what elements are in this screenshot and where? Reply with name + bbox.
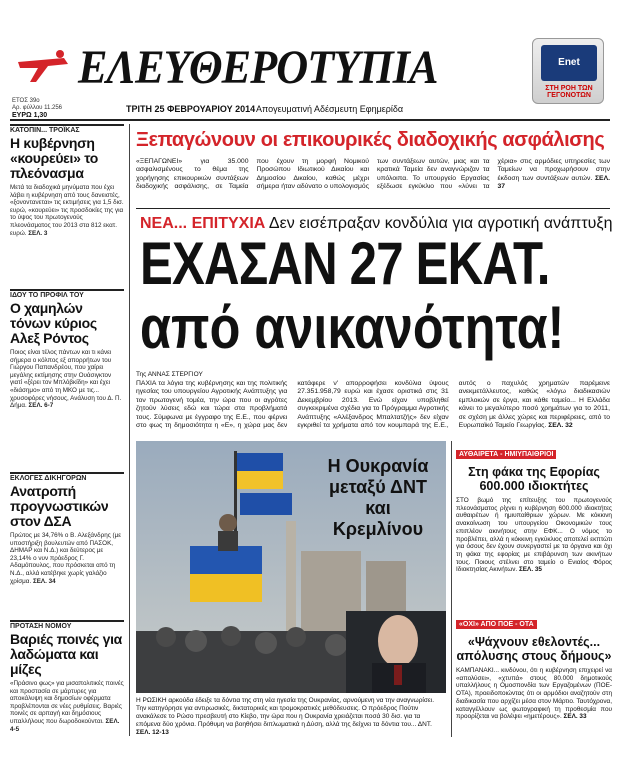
story-kicker: ΕΚΛΟΓΕΣ ΔΙΚΗΓΟΡΩΝ — [10, 472, 124, 482]
left-story-3[interactable] — [10, 472, 124, 585]
left-story-1[interactable] — [10, 124, 124, 237]
story-body: ΣΤΟ βωμό της επίτευξης του πρωτογενούς πλεονάσματος ρίχνει η κυβέρνηση 600.000 ιδιοκτήτες αυθαιρέτων ή ημιυπαίθριων χώρων. Με κόκκινη ανακοίνωση του υπουργείου Οικονομικών τους επιπλέον ακινήτους στην ΕΦΚ... Ο νόμος το προβλέπει, αλλά η κόκκινη εγκύκλιος αποτελεί εκπτώτι για όσους δεν έχουν συνεργαστεί με τα όργανα και όχι τη φάκα της εφορίας με επιβάρυνση των ακινήτων τους. Ποιους στέλνει στο ταμείο ο Ενιαίος Φόρος Ιδιοκτησίας Ακινήτων. — [456, 497, 612, 574]
story-headline: Στη φάκα της Εφορίας 600.000 ιδιοκτήτες — [468, 465, 600, 493]
left-story-2[interactable] — [10, 289, 124, 410]
lead-text: ΠΑΧΙΑ τα λόγια της κυβέρνησης και της πολιτικής ηγεσίας του υπουργείου Αγροτικής Ανάπτυξης για τον πρωτογενή τομέα, την ώρα που οι αγρότες ζητούν λύσεις εδώ και τώρα στα προβλήματά τους. Σύμφωνα με έγγραφο της Ε.Ε., που φέρνει στο φως τη δημοσιότητα η «Ε», η χώρα μας δεν κατάφερε ν' απορροφήσει κονδύλια ύψους 27.351.958,79 ευρώ και έχασε οριστικά στις 31 Δεκεμβρίου 2013. Ενώ είχαν υποβληθεί συγκεκριμένα σχέδια για το Πρόγραμμα Αγροτικής Ανάπτυξης «Αλέξανδρος Μπαλτατζής» δεν είχαν εγκριθεί τα χρήματα από τον κουμπαρά της Ε.Ε., αυτός ο παχυλός χρηματών παρέμεινε ανεκμετάλλευτος, καθώς «λόγω διαδικασιών εμπλοκών σε έργα, και κάθε ταμείο... Η Ελλάδα κάνει το μεγαλύτερο ποσό χρημάτων για το 2011, σε σχέση με άλλες χώρες και περιφέρειες, από το Ευρωπαϊκό Ταμείο Γεωργίας. — [136, 380, 610, 430]
lead-headline-line1[interactable]: ΕΧΑΣΑΝ 27 ΕΚΑΤ. — [140, 230, 550, 297]
issue-info — [12, 98, 62, 112]
tagline: Απογευματινή Αδέσμευτη Εφημερίδα — [256, 104, 404, 114]
running-man-logo-icon — [14, 48, 74, 88]
story-kicker: ΙΔΟΥ ΤΟ ΠΡΟΦΙΛ ΤΟΥ — [10, 289, 124, 299]
top-story-headline[interactable]: Ξεπαγώνουν οι επικουρικές διαδοχικής ασφάλισης — [136, 129, 605, 151]
column-divider — [129, 124, 130, 736]
page-ref: ΣΕΛ. 4-5 — [10, 717, 120, 733]
byline: Της ΑΝΝΑΣ ΣΤΕΡΓΙΟΥ — [136, 371, 203, 378]
story-body: Πρώτος με 34,76% ο Β. Αλεξάνδρης (με υποστήριξη βουλευτών από ΠΑΣΟΚ, ΔΗΜΑΡ και Ν.Δ.) και δεύτερος με 23,14% ο νυν πρόεδρος Γ. Αδαμόπουλος, που πρόσκεται από τη Ν.Δ., αλλά κατέβηκε χωρίς γαλάζιο χρίσμα. — [10, 532, 122, 585]
page-ref: ΣΕΛ. 37 — [497, 174, 610, 191]
story-body: «Πράσινο φως» για μισαπολιτικές ποινές και προστασία σε μάρτυρες για αποκάλυψη και δημοσίων οφέρματα προβλέπονται σε νέες ρυθμίσεις. Βαριές ποινές σε αρπαγή και δημόσιους υπαλλήλους που δωροδοκούνται. — [10, 680, 124, 725]
story-kicker: «ΟΧΙ» ΑΠΟ ΠΟΕ - ΟΤΑ — [456, 620, 537, 629]
caption-text: Η ΡΩΣΙΚΗ αρκούδα έδειξε τα δόντια της στη νέα ηγεσία της Ουκρανίας, αρνούμενη να την αναγνωρίσει. Την κατηγόρησε για αντιρωσικές, δικτατορικές και τρομοκρατικές μεθόδευσεις. Ο πρόεδρος Πούτιν ανακάλεσε το Ρώσο πρεσβευτή στο Κίεβο, την ώρα που η Ουκρανία χρειάζεται ποσά 30 δισ. για τα επόμενα δύο χρόνια. Πρόθυμη να βοηθήσει διπλωματικά η Δύση, αλλά της δείχνει τα δόντια του... ΔΝΤ. — [136, 697, 435, 728]
masthead — [0, 0, 620, 120]
page-ref: ΣΕΛ. 32 — [548, 422, 573, 430]
story-headline: «Ψάχνουν εθελοντές... απόλυσης στους δήμους» — [456, 635, 612, 663]
page-ref: ΣΕΛ. 33 — [563, 713, 587, 721]
story-body: Μετά τα διαδοχικά μηνύματα που έχει λάβει η κυβέρνηση από τους δανειστές, «ξονοντανεται» τις εκτιμήσεις για 1,5 δισ. ευρώ, «κουρεύει» τις προσδοκίες της για το ύψος του πρωτογενούς πλεονάσματος του 2013 στα 812 εκατ. ευρώ. — [10, 184, 124, 237]
column-divider-right — [451, 441, 452, 737]
page-ref: ΣΕΛ. 12-13 — [136, 729, 169, 736]
enet-logo: Enet — [541, 45, 597, 81]
page-ref: ΣΕΛ. 35 — [518, 566, 542, 574]
story-body: Ποιος είναι τέλος πάντων και τι κάνει σήμερα ο κόλπος εξ απορρήτων του Γιώργου Παπανδρέου, που χαίρει μεγάλης εκτίμησης στην Ουάσιγκτον γιατί «ξέρει τον Μπλόβκίδη» και έχει «διάσημο» από τη ΜΚΟ με τις... χρυσοφόρες νήσους, Ανάλυση του Δ. Π. Δήμα. — [10, 349, 122, 410]
masthead-rule — [10, 119, 610, 121]
issue-date: ΤΡΙΤΗ 25 ΦΕΒΡΟΥΑΡΙΟΥ 2014 — [126, 104, 256, 114]
right-story-1[interactable] — [456, 443, 612, 574]
page-ref: ΣΕΛ. 3 — [28, 229, 48, 237]
page-ref: ΣΕΛ. 34 — [32, 577, 56, 585]
lead-kicker-red: ΝΕΑ... ΕΠΙΤΥΧΙΑ — [140, 215, 266, 232]
story-headline: Βαριές ποινές για λαδώματα και μίζες — [10, 631, 122, 677]
enet-badge[interactable] — [532, 38, 604, 104]
photo-headline[interactable]: Η Ουκρανία μεταξύ ΔΝΤ και Κρεμλίνου — [327, 456, 429, 539]
story-headline: Η κυβέρνηση «κουρεύει» το πλεόνασμα — [10, 135, 99, 181]
story-kicker: ΚΑΤΟΠΙΝ... ΤΡΟΪΚΑΣ — [10, 124, 124, 134]
lead-headline-line2[interactable]: από ανικανότητα! — [140, 294, 565, 361]
photo-caption — [136, 697, 446, 737]
right-story-2[interactable] — [456, 613, 612, 721]
story-headline: Ο χαμηλών τόνων κύριος Αλεξ Ρόντος — [10, 300, 97, 346]
story-headline: Ανατροπή προγνωστικών στον ΔΣΑ — [10, 483, 109, 529]
top-story-body — [136, 158, 610, 204]
enet-caption: ΣΤΗ ΡΟΗ ΤΩΝ ΓΕΓΟΝΟΤΩΝ — [545, 85, 593, 99]
issue-price: ΕΥΡΩ 1,30 — [12, 112, 48, 119]
left-story-4[interactable] — [10, 620, 124, 733]
issue-year: ΕΤΟΣ 39ο — [12, 98, 40, 104]
top-story-text: «ΞΕΠΑΓΩΝΕΙ» για 35.000 ασφαλισμένους το θέμα της χορήγησης επικουρικών συντάξεων διαδοχικής ασφάλισης, σε Ταμεία που έχουν τη μορφή Νομικού Προσώπου Ιδιωτικού Δικαίου και Δημοσίου Δικαίου, καθώς μέχρι σήμερα ήταν αδύνατο ο υπολογισμός των συντάξεων αυτών, μιας και τα κρατικά Ταμεία δεν αναγνώριζαν τα υπόλοιπα. Το υπουργείο Εργασίας εξέδωσε εγκύκλιο που «λύνει τα χέρια» στις αρμόδιες υπηρεσίες των Ταμείων να προχωρήσουν στην έκδοση των συντάξεων αυτών. — [136, 158, 610, 191]
lead-body — [136, 380, 610, 434]
story-kicker: ΠΡΟΤΑΣΗ ΝΟΜΟΥ — [10, 620, 124, 630]
lead-kicker-text: Δεν εισέπραξαν κονδύλια για αγροτική ανάπτυξη — [268, 215, 613, 232]
newspaper-title: ΕΛΕΥΘΕΡΟΤΥΠΙΑ — [78, 41, 438, 94]
story-body: ΚΑΜΠΑΝΑΚΙ... κινδύνου, ότι η κυβέρνηση επιχειρεί να «απολύσει», «χτυπά» στους 80.000 δημοτικούς υπαλλήλους η Ομοσπονδία των Εργαζομένων (ΠΟΕ-ΟΤΑ), προειδοποιώντας ότι οι αρμόδιοι αναζητούν στη διαδικασία που αρχίζει μέσα στον Μάρτιο. Ταυτόχρονα, καταγγέλλουν ως φωτογραφική τη προθεσμία που προορίζεται να βολέψει «ημετέρους». — [456, 667, 612, 721]
issue-number: Αρ. φύλλου 11.256 — [12, 105, 63, 111]
section-rule — [136, 208, 610, 209]
page-ref: ΣΕΛ. 6-7 — [28, 402, 54, 410]
story-kicker: ΑΥΘΑΙΡΕΤΑ - ΗΜΙΥΠΑΙΘΡΙΟΙ — [456, 450, 556, 459]
